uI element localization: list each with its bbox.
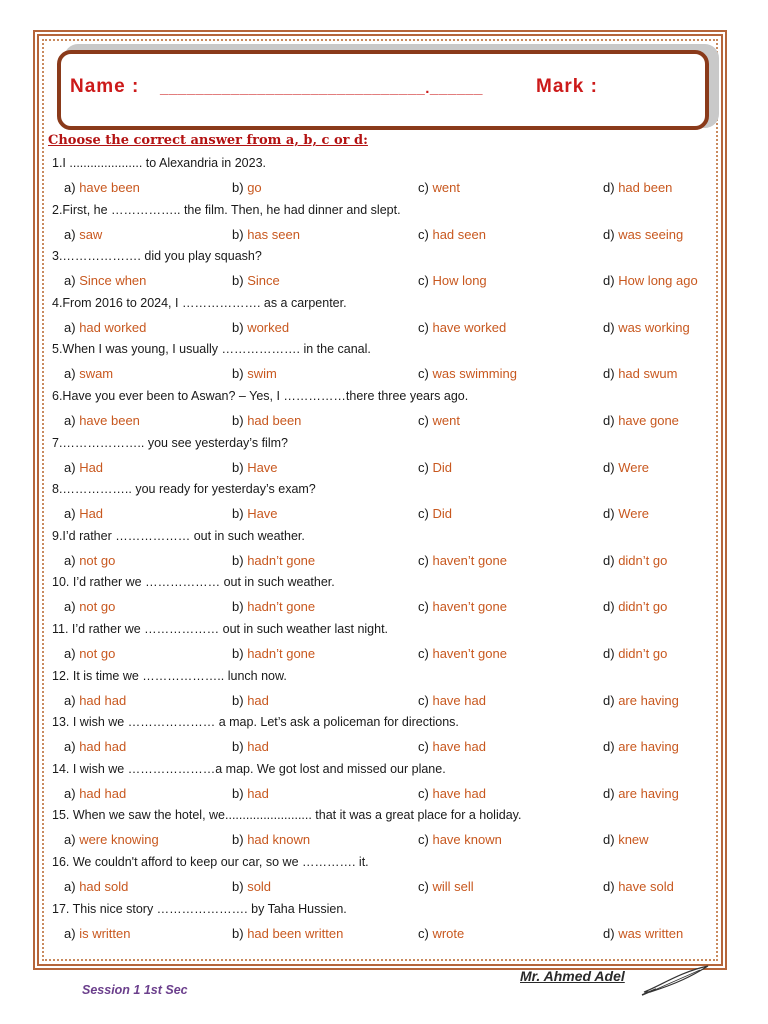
session-label (82, 983, 188, 997)
question-text: 5.When I was young, I usually ………………. in the canal. (52, 342, 371, 357)
option-letter: d) (603, 878, 615, 894)
option-b[interactable] (232, 180, 262, 195)
option-letter: a) (64, 832, 76, 848)
option-answer: swam (79, 366, 114, 382)
option-answer: didn’t go (618, 599, 668, 615)
option-answer: have been (79, 180, 140, 195)
option-letter: b) (232, 878, 244, 894)
option-d[interactable] (603, 506, 649, 521)
option-answer: have known (432, 832, 502, 848)
option-answer: have sold (618, 878, 674, 894)
option-c[interactable] (418, 460, 452, 475)
option-answer: sold (247, 878, 272, 894)
option-letter: d) (603, 366, 615, 382)
option-answer: knew (618, 832, 649, 848)
option-b[interactable] (232, 693, 269, 708)
option-b[interactable] (232, 599, 315, 614)
option-answer: didn’t go (618, 645, 668, 661)
question-text: 13. I wish we ………………… a map. Let’s ask a policeman for directions. (52, 715, 459, 730)
option-answer: have been (79, 412, 140, 428)
option-c[interactable] (418, 366, 517, 381)
option-answer: wrote (432, 925, 465, 941)
option-answer: Did (432, 459, 452, 475)
option-a[interactable] (64, 739, 126, 754)
option-answer: hadn’t gone (247, 645, 316, 661)
option-answer: had (247, 785, 269, 801)
option-b[interactable] (232, 366, 277, 381)
option-answer: Have (247, 459, 278, 475)
question-text: 17. This nice story …………………. by Taha Hussien. (52, 901, 347, 916)
option-d[interactable] (603, 273, 698, 288)
option-c[interactable] (418, 506, 452, 521)
option-answer: have gone (618, 412, 679, 428)
option-a[interactable] (64, 599, 115, 614)
option-letter: d) (603, 226, 615, 242)
option-a[interactable] (64, 832, 159, 847)
option-letter: b) (232, 319, 244, 335)
question-item (52, 620, 722, 667)
option-letter: c) (418, 366, 429, 382)
option-answer: not go (79, 599, 116, 615)
option-c[interactable] (418, 553, 507, 568)
option-c[interactable] (418, 227, 486, 242)
option-letter: c) (418, 645, 429, 661)
option-answer: was swimming (432, 366, 517, 382)
question-item (52, 247, 722, 294)
option-a[interactable] (64, 460, 103, 475)
question-text: 1.I ..................... to Alexandria in 2023. (52, 156, 267, 170)
option-answer: is written (79, 925, 131, 941)
option-letter: c) (418, 273, 429, 289)
option-c[interactable] (418, 413, 460, 428)
option-letter: d) (603, 506, 615, 522)
option-d[interactable] (603, 879, 674, 894)
question-list (52, 154, 722, 946)
option-letter: a) (64, 319, 76, 335)
option-a[interactable] (64, 693, 126, 708)
option-letter: b) (232, 226, 244, 242)
option-letter: b) (232, 739, 244, 755)
option-a[interactable] (64, 366, 113, 381)
option-answer: hadn’t gone (247, 599, 316, 615)
option-a[interactable] (64, 413, 140, 428)
option-c[interactable] (418, 180, 460, 195)
option-answer: had known (247, 832, 311, 848)
option-letter: a) (64, 645, 76, 661)
option-letter: a) (64, 412, 76, 428)
question-item (52, 294, 722, 341)
option-answer: was seeing (618, 226, 684, 242)
question-item (52, 667, 722, 714)
option-b[interactable] (232, 739, 269, 754)
option-d[interactable] (603, 227, 683, 242)
option-b[interactable] (232, 646, 315, 661)
question-text: 3.………………. did you play squash? (52, 249, 262, 264)
question-text: 2.First, he …………….. the film. Then, he had dinner and slept. (52, 202, 401, 217)
option-answer: had had (79, 739, 127, 755)
option-d[interactable] (603, 553, 667, 568)
option-letter: b) (232, 552, 244, 568)
option-d[interactable] (603, 926, 683, 941)
option-letter: a) (64, 692, 76, 708)
quill-pen-icon (640, 962, 712, 998)
option-letter: b) (232, 785, 244, 801)
question-item (52, 527, 722, 574)
option-letter: c) (418, 599, 429, 615)
option-letter: d) (603, 412, 615, 428)
option-answer: haven’t gone (432, 552, 507, 568)
option-answer: had seen (432, 226, 486, 242)
option-letter: c) (418, 412, 429, 428)
option-answer: have had (432, 739, 486, 755)
option-letter: b) (232, 459, 244, 475)
option-answer: hadn’t gone (247, 552, 316, 568)
option-b[interactable] (232, 460, 278, 475)
option-answer: didn’t go (618, 552, 668, 568)
option-answer: was written (618, 925, 684, 941)
question-text: 16. We couldn't afford to keep our car, so we …………. it. (52, 854, 369, 869)
option-c[interactable] (418, 599, 507, 614)
option-letter: a) (64, 739, 76, 755)
option-b[interactable] (232, 413, 301, 428)
option-b[interactable] (232, 553, 315, 568)
option-letter: a) (64, 925, 76, 941)
question-text: 15. When we saw the hotel, we......................... that it was a great place for a holiday. (52, 808, 522, 823)
option-answer: had (247, 739, 269, 755)
option-answer: How long ago (618, 273, 698, 289)
question-item (52, 201, 722, 248)
option-b[interactable] (232, 786, 269, 801)
option-letter: d) (603, 785, 615, 801)
option-answer: was working (618, 319, 690, 335)
option-b[interactable] (232, 879, 271, 894)
option-letter: c) (418, 692, 429, 708)
option-letter: a) (64, 273, 76, 289)
option-d[interactable] (603, 739, 679, 754)
option-letter: b) (232, 366, 244, 382)
option-c[interactable] (418, 693, 486, 708)
option-answer: had been (618, 180, 673, 195)
option-answer: swim (247, 366, 277, 382)
option-answer: Since (247, 273, 280, 289)
option-letter: c) (418, 319, 429, 335)
question-item (52, 573, 722, 620)
option-letter: c) (418, 739, 429, 755)
option-a[interactable] (64, 320, 146, 335)
option-letter: c) (418, 552, 429, 568)
option-answer: haven’t gone (432, 599, 507, 615)
question-text: 10. I’d rather we ……………… out in such weather. (52, 575, 335, 590)
option-answer: worked (247, 319, 290, 335)
option-a[interactable] (64, 926, 130, 941)
option-a[interactable] (64, 273, 146, 288)
option-answer: have had (432, 785, 486, 801)
option-letter: d) (603, 692, 615, 708)
option-c[interactable] (418, 320, 506, 335)
option-answer: go (247, 180, 262, 195)
option-letter: b) (232, 645, 244, 661)
question-item (52, 853, 722, 900)
instruction-heading: Choose the correct answer from a, b, c or d: (48, 133, 368, 148)
option-answer: Had (79, 506, 104, 522)
option-a[interactable] (64, 646, 115, 661)
option-c[interactable] (418, 739, 486, 754)
option-answer: had had (79, 692, 127, 708)
option-answer: are having (618, 739, 679, 755)
mark-label: Mark : (536, 76, 598, 97)
option-letter: a) (64, 599, 76, 615)
option-d[interactable] (603, 180, 672, 195)
option-answer: saw (79, 226, 103, 242)
option-answer: went (432, 412, 460, 428)
option-letter: a) (64, 459, 76, 475)
option-answer: are having (618, 692, 679, 708)
question-text: 6.Have you ever been to Aswan? – Yes, I ……………there three years ago. (52, 388, 469, 403)
option-letter: b) (232, 925, 244, 941)
option-letter: b) (232, 180, 244, 195)
option-c[interactable] (418, 646, 507, 661)
option-answer: had swum (618, 366, 678, 382)
option-d[interactable] (603, 646, 667, 661)
option-c[interactable] (418, 273, 487, 288)
question-item (52, 806, 722, 853)
option-letter: c) (418, 459, 429, 475)
option-a[interactable] (64, 553, 115, 568)
option-letter: c) (418, 180, 429, 195)
option-a[interactable] (64, 227, 102, 242)
option-letter: d) (603, 832, 615, 848)
option-b[interactable] (232, 273, 280, 288)
option-answer: Had (79, 459, 104, 475)
option-answer: Were (618, 459, 650, 475)
option-letter: c) (418, 925, 429, 941)
option-d[interactable] (603, 599, 667, 614)
option-answer: Did (432, 506, 452, 522)
option-c[interactable] (418, 926, 464, 941)
option-a[interactable] (64, 879, 128, 894)
option-d[interactable] (603, 320, 690, 335)
option-c[interactable] (418, 786, 486, 801)
name-blank-line: ______________________________.______ (160, 80, 483, 97)
option-letter: d) (603, 645, 615, 661)
option-d[interactable] (603, 693, 679, 708)
option-b[interactable] (232, 926, 343, 941)
option-letter: a) (64, 366, 76, 382)
question-item (52, 434, 722, 481)
option-answer: haven’t gone (432, 645, 507, 661)
option-answer: How long (432, 273, 487, 289)
option-answer: had (247, 692, 269, 708)
option-letter: d) (603, 273, 615, 289)
option-letter: a) (64, 785, 76, 801)
option-answer: Were (618, 506, 650, 522)
option-answer: had worked (79, 319, 147, 335)
option-a[interactable] (64, 506, 103, 521)
option-answer: have worked (432, 319, 507, 335)
question-text: 12. It is time we ……………….. lunch now. (52, 668, 287, 683)
option-letter: d) (603, 925, 615, 941)
question-item (52, 154, 722, 201)
option-letter: a) (64, 878, 76, 894)
option-letter: a) (64, 180, 76, 195)
option-a[interactable] (64, 180, 140, 195)
option-answer: not go (79, 552, 116, 568)
question-text: 8.…………….. you ready for yesterday’s exam? (52, 482, 316, 497)
option-letter: d) (603, 459, 615, 475)
option-letter: d) (603, 319, 615, 335)
question-text: 4.From 2016 to 2024, I ………………. as a carpenter. (52, 295, 347, 310)
option-answer: will sell (432, 878, 474, 894)
option-b[interactable] (232, 227, 300, 242)
option-letter: b) (232, 506, 244, 522)
option-letter: b) (232, 832, 244, 848)
option-answer: Have (247, 506, 278, 522)
option-letter: c) (418, 226, 429, 242)
question-item (52, 900, 722, 947)
option-d[interactable] (603, 832, 649, 847)
question-item (52, 713, 722, 760)
option-answer: had been written (247, 925, 344, 941)
option-letter: c) (418, 832, 429, 848)
option-d[interactable] (603, 413, 679, 428)
option-d[interactable] (603, 460, 649, 475)
option-answer: had sold (79, 878, 129, 894)
option-answer: has seen (247, 226, 300, 242)
question-item (52, 340, 722, 387)
question-text: 9.I’d rather ……………… out in such weather. (52, 528, 305, 543)
option-letter: c) (418, 785, 429, 801)
option-d[interactable] (603, 366, 677, 381)
option-answer: are having (618, 785, 679, 801)
option-answer: had had (79, 785, 127, 801)
option-answer: went (432, 180, 460, 195)
question-text: 7.……………….. you see yesterday’s film? (52, 435, 288, 450)
option-letter: d) (603, 739, 615, 755)
option-letter: b) (232, 273, 244, 289)
question-item (52, 387, 722, 434)
option-answer: had been (247, 412, 302, 428)
option-answer: Since when (79, 273, 147, 289)
option-d[interactable] (603, 786, 679, 801)
option-answer: not go (79, 645, 116, 661)
option-letter: d) (603, 552, 615, 568)
author-signature: Mr. Ahmed Adel (520, 968, 625, 984)
option-b[interactable] (232, 320, 289, 335)
option-letter: c) (418, 506, 429, 522)
option-c[interactable] (418, 832, 502, 847)
session-text: Session 1 1st Sec (82, 983, 188, 997)
option-answer: have had (432, 692, 486, 708)
option-b[interactable] (232, 506, 278, 521)
option-b[interactable] (232, 832, 310, 847)
question-item (52, 480, 722, 527)
option-letter: d) (603, 180, 615, 195)
option-answer: were knowing (79, 832, 159, 848)
question-text: 14. I wish we …………………a map. We got lost and missed our plane. (52, 761, 446, 776)
option-letter: b) (232, 692, 244, 708)
option-letter: a) (64, 506, 76, 522)
question-item (52, 760, 722, 807)
option-letter: c) (418, 878, 429, 894)
question-text: 11. I’d rather we ……………… out in such weather last night. (52, 621, 389, 636)
option-letter: a) (64, 552, 76, 568)
option-a[interactable] (64, 786, 126, 801)
option-letter: d) (603, 599, 615, 615)
option-c[interactable] (418, 879, 474, 894)
option-letter: b) (232, 599, 244, 615)
option-letter: a) (64, 226, 76, 242)
name-label: Name : (70, 76, 140, 97)
option-letter: b) (232, 412, 244, 428)
